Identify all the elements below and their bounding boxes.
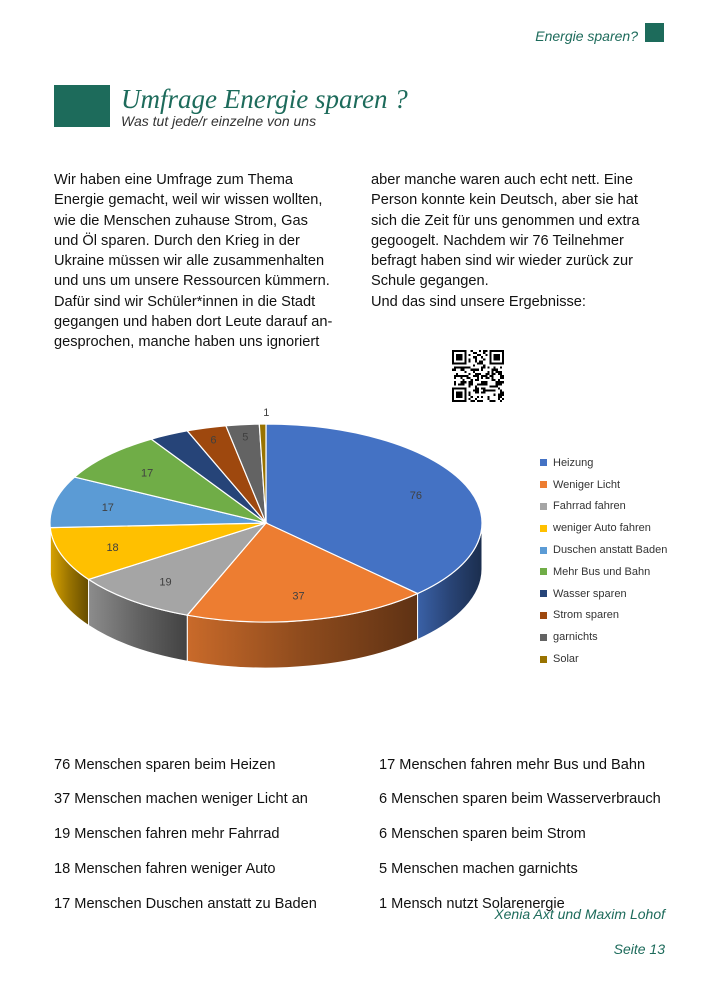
legend-label: Wasser sparen bbox=[553, 587, 627, 600]
legend-swatch bbox=[540, 525, 547, 532]
legend-item bbox=[540, 496, 667, 518]
body-text-line: aber manche waren auch echt nett. Eine bbox=[371, 172, 634, 188]
chart-legend bbox=[540, 452, 667, 670]
legend-label: Duschen anstatt Baden bbox=[553, 544, 668, 557]
body-text-line: Dafür sind wir Schüler*innen in die Stadt bbox=[54, 293, 316, 310]
body-text-line: Schule gegangen. bbox=[371, 273, 489, 290]
result-line: 19 Menschen fahren mehr Fahrrad bbox=[54, 826, 280, 843]
article-subtitle: Was tut jede/r einzelne von uns bbox=[121, 113, 317, 129]
body-text-line: gegoogelt. Nachdem wir 76 Teilnehmer bbox=[371, 232, 624, 249]
pie-data-label: 76 bbox=[409, 489, 423, 502]
legend-label: Heizung bbox=[553, 456, 594, 469]
result-line: 17 Menschen Duschen anstatt zu Baden bbox=[54, 896, 317, 913]
legend-swatch bbox=[540, 568, 547, 575]
pie-data-label: 17 bbox=[101, 501, 114, 514]
result-line: 17 Menschen fahren mehr Bus und Bahn bbox=[379, 756, 646, 773]
legend-item bbox=[540, 452, 667, 474]
legend-swatch bbox=[540, 656, 547, 663]
legend-label: Weniger Licht bbox=[553, 478, 621, 491]
body-text-line: befragt haben sind wir wieder zurück zur bbox=[371, 253, 634, 270]
legend-label: Mehr Bus und Bahn bbox=[553, 565, 651, 578]
body-text-line: und Öl sparen. Durch den Krieg in der bbox=[54, 232, 300, 249]
pie-data-label: 6 bbox=[210, 434, 217, 447]
legend-swatch bbox=[540, 612, 547, 619]
pie-data-label: 1 bbox=[263, 407, 270, 419]
body-column-right bbox=[371, 170, 671, 312]
legend-swatch bbox=[540, 459, 547, 466]
legend-item bbox=[540, 583, 667, 605]
result-line: 37 Menschen machen weniger Licht an bbox=[54, 791, 308, 808]
body-text-line: Energie gemacht, weil wir wissen wollten, bbox=[54, 192, 323, 209]
legend-swatch bbox=[540, 503, 547, 510]
body-text-line: Wir haben eine Umfrage zum Thema bbox=[54, 172, 294, 188]
legend-swatch bbox=[540, 634, 547, 641]
body-text-line: und uns um unsere Ressourcen kümmern. bbox=[54, 273, 330, 290]
pie-data-label: 19 bbox=[159, 576, 172, 589]
legend-item bbox=[540, 605, 667, 627]
legend-label: garnichts bbox=[553, 631, 598, 644]
result-line: 5 Menschen machen garnichts bbox=[379, 861, 578, 878]
legend-swatch bbox=[540, 481, 547, 488]
body-text-line: Ukraine müssen wir alle zusammenhalten bbox=[54, 253, 325, 270]
article-title: Umfrage Energie sparen ? bbox=[121, 84, 408, 114]
header-square bbox=[645, 23, 664, 42]
legend-item bbox=[540, 539, 667, 561]
body-text-line: wie die Menschen zuhause Strom, Gas bbox=[54, 212, 308, 229]
running-header: Energie sparen? bbox=[535, 28, 638, 44]
body-text-line: sich die Zeit für uns genommen und extra bbox=[371, 212, 640, 229]
legend-label: Strom sparen bbox=[553, 609, 620, 622]
legend-item bbox=[540, 648, 667, 670]
pie-data-label: 17 bbox=[140, 467, 154, 480]
legend-label: weniger Auto fahren bbox=[553, 522, 651, 535]
result-line: 76 Menschen sparen beim Heizen bbox=[54, 756, 276, 773]
legend-item bbox=[540, 561, 667, 583]
legend-item bbox=[540, 626, 667, 648]
result-line: 6 Menschen sparen beim Strom bbox=[379, 826, 586, 843]
page-number: Seite 13 bbox=[613, 941, 665, 957]
legend-item bbox=[540, 474, 667, 496]
result-line: 18 Menschen fahren weniger Auto bbox=[54, 861, 276, 878]
result-line: 6 Menschen sparen beim Wasserverbrauch bbox=[379, 791, 661, 808]
results-right bbox=[379, 740, 661, 929]
body-text-line: gesprochen, manche haben uns ignoriert bbox=[54, 334, 320, 351]
body-text-line: Und das sind unsere Ergebnisse: bbox=[371, 293, 586, 310]
qr-code-icon[interactable] bbox=[452, 350, 504, 402]
legend-swatch bbox=[540, 547, 547, 554]
body-text-line: gegangen und haben dort Leute darauf an- bbox=[54, 314, 333, 331]
legend-item bbox=[540, 517, 667, 539]
pie-data-label: 5 bbox=[242, 431, 249, 444]
body-column-left bbox=[54, 170, 354, 353]
body-text-line: Person konnte kein Deutsch, aber sie hat bbox=[371, 192, 638, 209]
title-color-block bbox=[54, 85, 110, 127]
pie-data-label: 18 bbox=[106, 541, 119, 554]
authors: Xenia Axt und Maxim Lohof bbox=[494, 906, 665, 922]
result-line: 1 Mensch nutzt Solarenergie bbox=[379, 896, 565, 913]
legend-label: Solar bbox=[553, 653, 579, 666]
results-left bbox=[54, 740, 317, 929]
legend-label: Fahrrad fahren bbox=[553, 500, 626, 513]
legend-swatch bbox=[540, 590, 547, 597]
pie-data-label: 37 bbox=[292, 590, 305, 603]
